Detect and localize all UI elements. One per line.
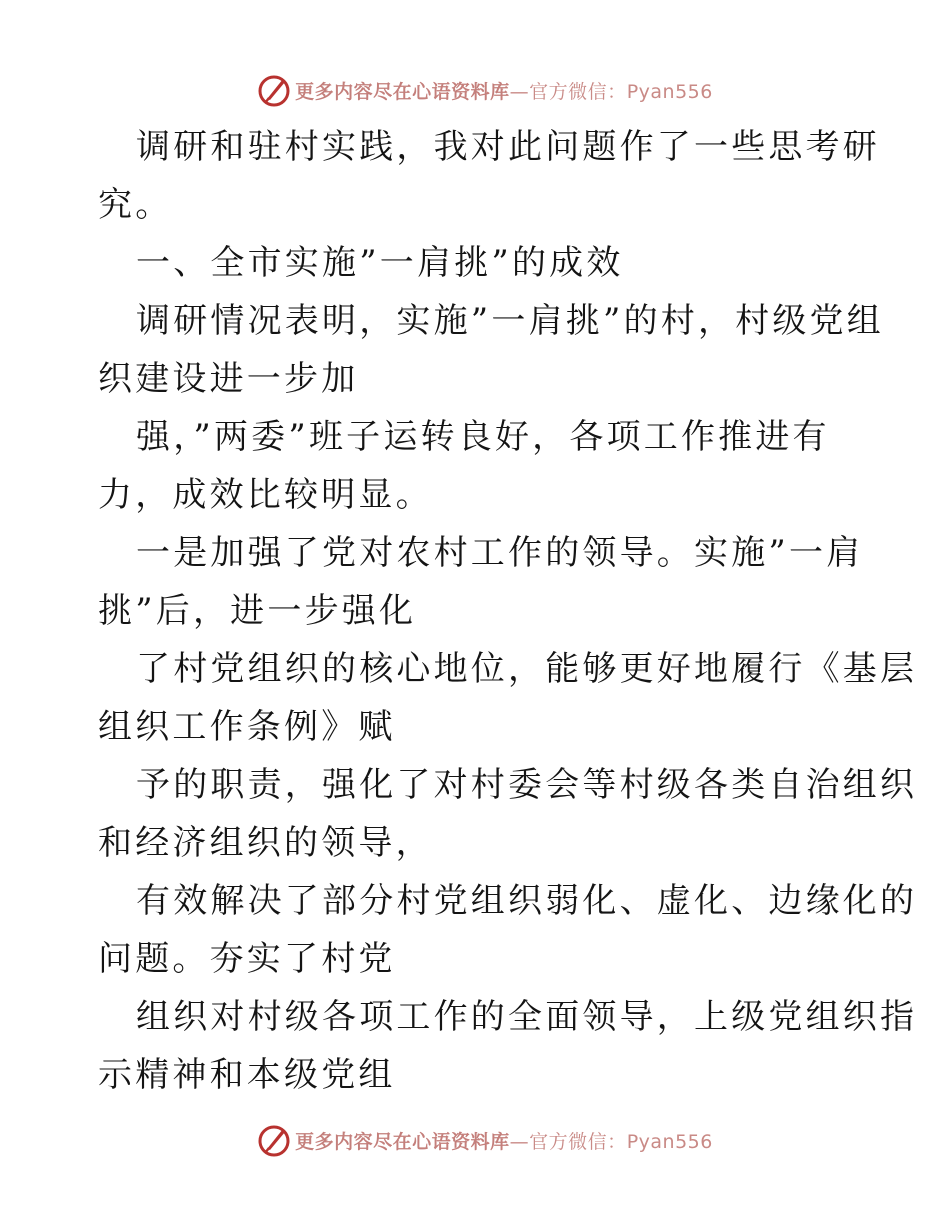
quill-logo-icon	[257, 1123, 291, 1157]
text-line: 示精神和本级党组	[98, 1055, 396, 1095]
text-line: 调研情况表明，实施”一肩挑”的村，村级党组	[136, 301, 884, 341]
text-line: 予的职责，强化了对村委会等村级各类自治组织	[136, 765, 918, 805]
document-body	[98, 118, 918, 1104]
watermark-contact-label: 官方微信：	[529, 80, 627, 103]
watermark-contact-label: 官方微信：	[529, 1130, 627, 1153]
text-line: 一是加强了党对农村工作的领导。实施”一肩	[136, 533, 864, 573]
text-line: 强，”两委”班子运转良好，各项工作推进有	[136, 417, 830, 457]
watermark-brand: 更多内容尽在心语资料库	[295, 1130, 510, 1153]
quill-logo-icon	[257, 73, 291, 107]
text-line: 究。	[98, 185, 173, 225]
watermark-text	[295, 1127, 713, 1154]
watermark-text	[295, 77, 713, 104]
text-line: 力，成效比较明显。	[98, 475, 433, 515]
text-line: 有效解决了部分村党组织弱化、虚化、边缘化的	[136, 881, 918, 921]
text-line: 组织工作条例》赋	[98, 707, 396, 747]
text-line: 织建设进一步加	[98, 359, 359, 399]
watermark-group	[257, 1123, 713, 1157]
text-line: 和经济组织的领导，	[98, 823, 433, 863]
text-line: 挑”后，进一步强化	[98, 591, 417, 631]
watermark-contact-id: Pyan556	[626, 1130, 713, 1153]
watermark-separator: —	[509, 80, 530, 103]
text-line: 了村党组织的核心地位，能够更好地履行《基层	[136, 649, 918, 689]
footer-watermark-banner	[0, 1118, 950, 1162]
header-watermark-banner	[0, 68, 950, 112]
text-line: 调研和驻村实践，我对此问题作了一些思考研	[136, 127, 880, 167]
watermark-separator: —	[509, 1130, 530, 1153]
text-line: 组织对村级各项工作的全面领导，上级党组织指	[136, 997, 918, 1037]
text-line: 一、全市实施”一肩挑”的成效	[136, 243, 624, 283]
watermark-brand: 更多内容尽在心语资料库	[295, 80, 510, 103]
watermark-contact-id: Pyan556	[626, 80, 713, 103]
text-line: 问题。夯实了村党	[98, 939, 396, 979]
watermark-group	[257, 73, 713, 107]
